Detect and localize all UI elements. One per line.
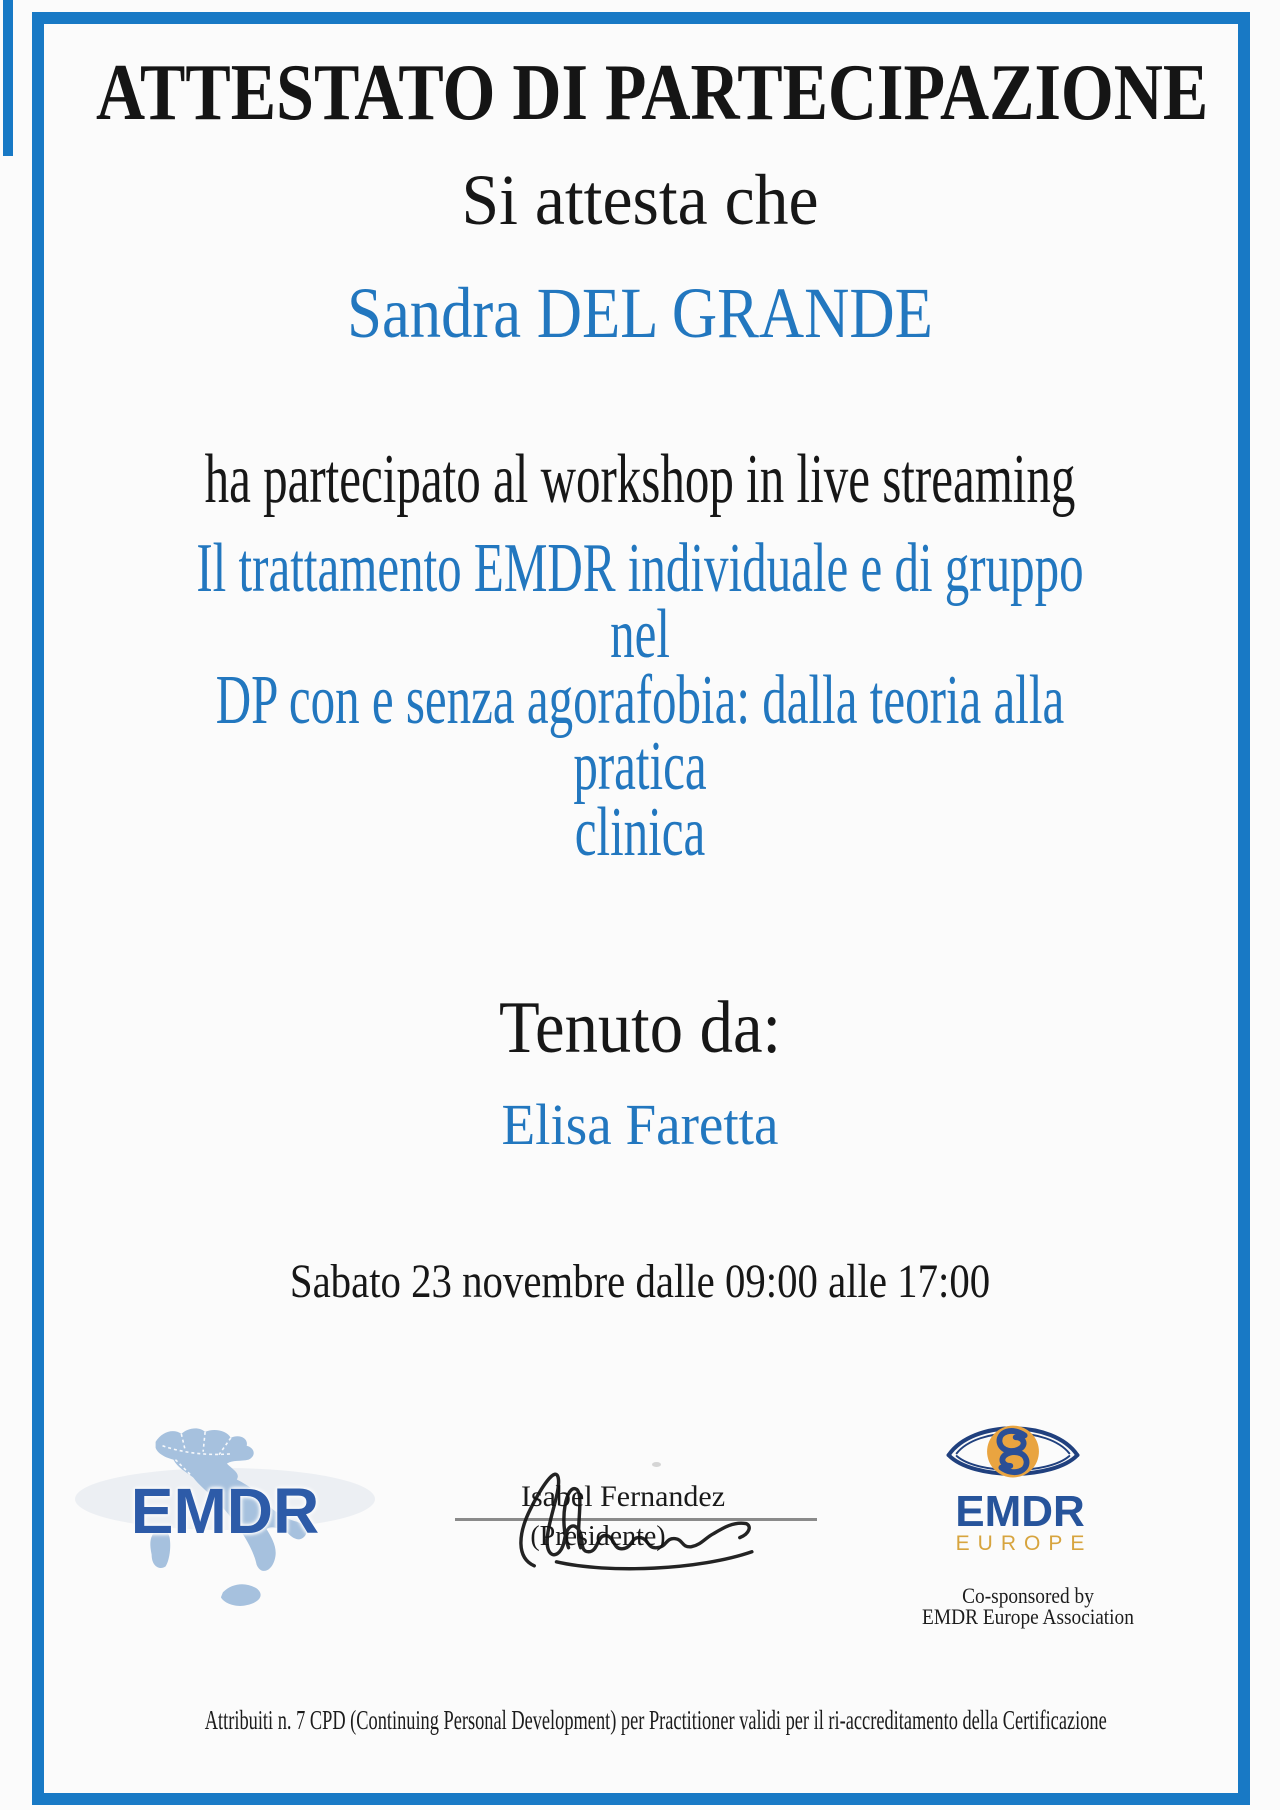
participant-name: Sandra DEL GRANDE xyxy=(347,273,933,353)
workshop-title-line-3: clinica xyxy=(574,794,706,871)
workshop-title-line-1: Il trattamento EMDR individuale e di gruppo nel xyxy=(196,530,1084,673)
cosponsor-line-2: EMDR Europe Association xyxy=(922,1604,1134,1629)
attest-line: Si attesta che xyxy=(461,160,819,240)
presenter-name: Elisa Faretta xyxy=(501,1092,779,1157)
cosponsor-line-1: Co-sponsored by xyxy=(962,1583,1094,1608)
scan-edge-artifact xyxy=(3,0,13,156)
date-line: Sabato 23 novembre dalle 09:00 alle 17:00 xyxy=(289,1255,991,1308)
eye-icon xyxy=(937,1414,1089,1490)
signer-role: (Presidente) xyxy=(530,1521,666,1552)
workshop-title xyxy=(192,530,1088,871)
emdr-italy-wordmark: EMDR xyxy=(130,1475,320,1547)
workshop-title-line-2: DP con e senza agorafobia: dalla teoria alla pratica xyxy=(215,662,1065,805)
signer-name: Isabel Fernandez xyxy=(520,1480,726,1513)
handwritten-signature-icon xyxy=(498,1448,770,1586)
emdr-europe-wordmark-sub: EUROPE xyxy=(955,1532,1093,1555)
held-by-label: Tenuto da: xyxy=(498,987,782,1069)
certificate-title: ATTESTATO DI PARTECIPAZIONE xyxy=(96,49,1209,137)
participation-line: ha partecipato al workshop in live streaming xyxy=(204,441,1076,518)
emdr-europe-wordmark: EMDR xyxy=(955,1487,1085,1536)
cpd-note: Attribuiti n. 7 CPD (Continuing Personal Development) per Practitioner validi per il ri-accreditamento della Certificazione xyxy=(204,1705,1107,1735)
